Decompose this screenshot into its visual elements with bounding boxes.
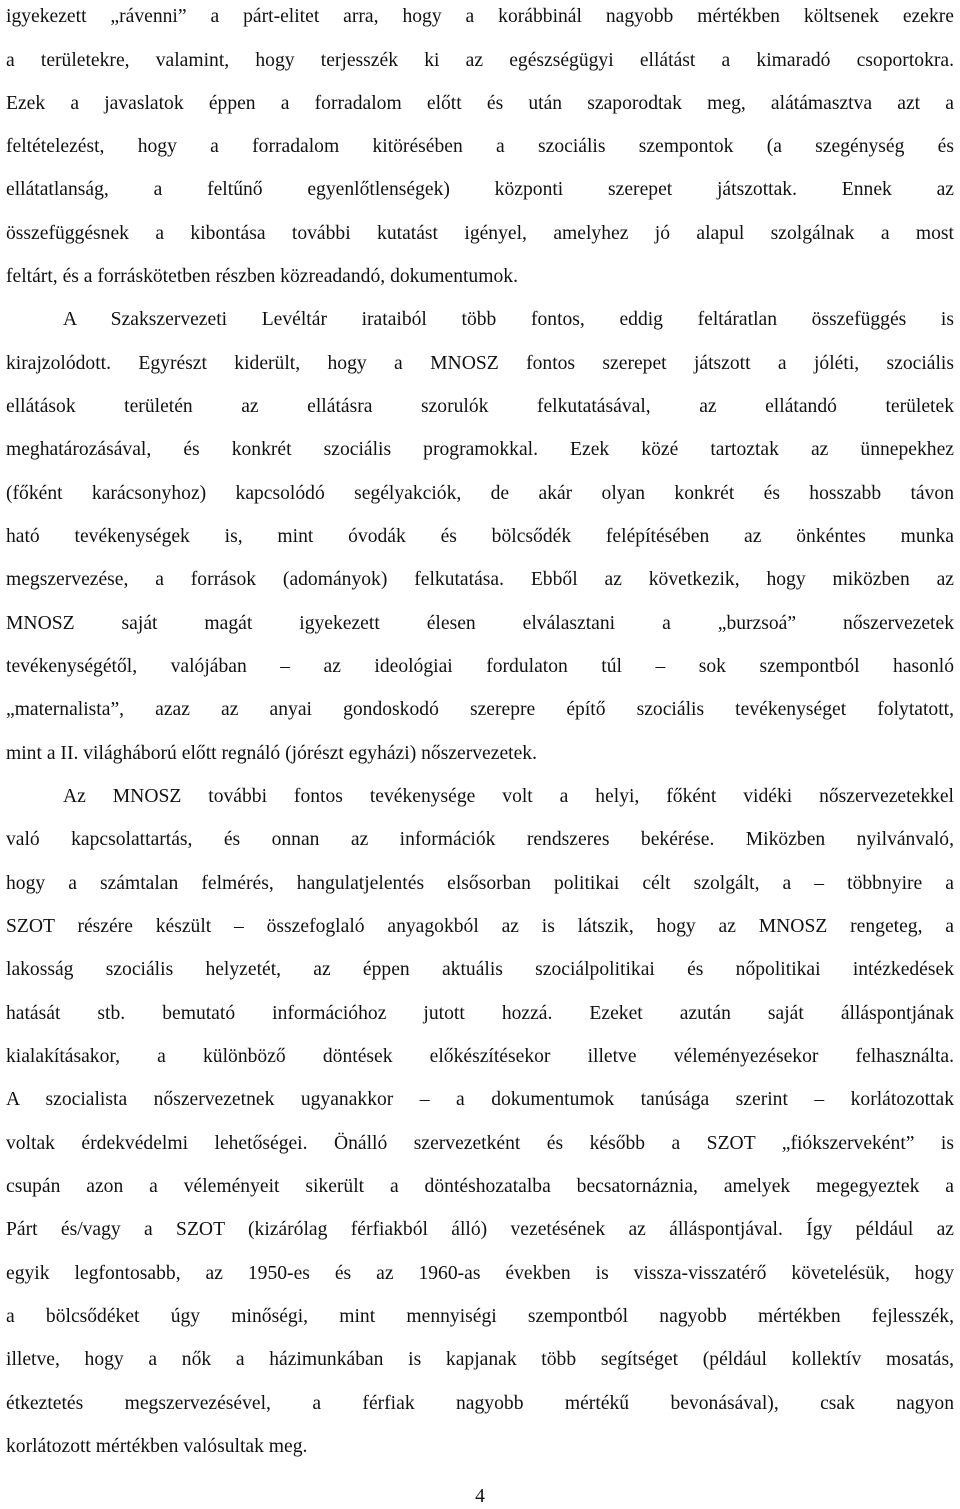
document-page <box>6 0 954 1509</box>
text-line: összefüggésnek a kibontása további kutatást igényel, amelyhez jó alapul szolgálnak a most <box>6 223 954 244</box>
text-line: egyik legfontosabb, az 1950-es és az 1960-as években is vissza-visszatérő követelésük, hogy <box>6 1263 954 1284</box>
text-line: Az MNOSZ további fontos tevékenysége volt a helyi, főként vidéki nőszervezetekkel <box>63 786 954 807</box>
text-line: kirajzolódott. Egyrészt kiderült, hogy a MNOSZ fontos szerepet játszott a jóléti, szociális <box>6 353 954 374</box>
text-line: ellátások területén az ellátásra szorulók felkutatásával, az ellátandó területek <box>6 396 954 417</box>
text-line: feltételezést, hogy a forradalom kitörésében a szociális szempontok (a szegénység és <box>6 136 954 157</box>
text-line: csupán azon a véleményeit sikerült a döntéshozatalba becsatornáznia, amelyek megegyeztek a <box>6 1176 954 1197</box>
text-line: ellátatlanság, a feltűnő egyenlőtlenségek) központi szerepet játszottak. Ennek az <box>6 179 954 200</box>
text-line: étkeztetés megszervezésével, a férfiak nagyobb mértékű bevonásával), csak nagyon <box>6 1393 954 1414</box>
text-line: tevékenységétől, valójában – az ideológiai fordulaton túl – sok szempontból hasonló <box>6 656 954 677</box>
text-line: „maternalista”, azaz az anyai gondoskodó szerepre építő szociális tevékenységet folytatott, <box>6 699 954 720</box>
page-number: 4 <box>475 1486 485 1507</box>
text-line: SZOT részére készült – összefoglaló anyagokból az is látszik, hogy az MNOSZ rengeteg, a <box>6 916 954 937</box>
text-line: hatását stb. bemutató információhoz jutott hozzá. Ezeket azután saját álláspontjának <box>6 1003 954 1024</box>
text-line: A Szakszervezeti Levéltár irataiból több fontos, eddig feltáratlan összefüggés is <box>63 309 954 330</box>
text-line: Ezek a javaslatok éppen a forradalom előtt és után szaporodtak meg, alátámasztva azt a <box>6 93 954 114</box>
text-line: a bölcsődéket úgy minőségi, mint mennyiségi szempontból nagyobb mértékben fejlesszék, <box>6 1306 954 1327</box>
text-line: feltárt, és a forráskötetben részben közreadandó, dokumentumok. <box>6 266 518 287</box>
text-line: (főként karácsonyhoz) kapcsolódó segélyakciók, de akár olyan konkrét és hosszabb távon <box>6 483 954 504</box>
text-line: hogy a számtalan felmérés, hangulatjelentés elsősorban politikai célt szolgált, a – többnyire a <box>6 873 954 894</box>
text-line: a területekre, valamint, hogy terjesszék ki az egészségügyi ellátást a kimaradó csoportokra. <box>6 50 954 71</box>
text-line: illetve, hogy a nők a házimunkában is kapjanak több segítséget (például kollektív mosatás, <box>6 1349 954 1370</box>
text-line: mint a II. világháború előtt regnáló (jórészt egyházi) nőszervezetek. <box>6 743 537 764</box>
text-line: Párt és/vagy a SZOT (kizárólag férfiakból álló) vezetésének az álláspontjával. Így például az <box>6 1219 954 1240</box>
text-line: MNOSZ saját magát igyekezett élesen elválasztani a „burzsoá” nőszervezetek <box>6 613 954 634</box>
text-line: voltak érdekvédelmi lehetőségei. Önálló szervezetként és később a SZOT „fiókszerveként” is <box>6 1133 954 1154</box>
text-line: A szocialista nőszervezetnek ugyanakkor – a dokumentumok tanúsága szerint – korlátozottak <box>6 1089 954 1110</box>
text-line: lakosság szociális helyzetét, az éppen aktuális szociálpolitikai és nőpolitikai intézkedések <box>6 959 954 980</box>
text-line: kialakításakor, a különböző döntések előkészítésekor illetve véleményezésekor felhasználta. <box>6 1046 954 1067</box>
text-line: meghatározásával, és konkrét szociális programokkal. Ezek közé tartoztak az ünnepekhez <box>6 439 954 460</box>
text-line: ható tevékenységek is, mint óvodák és bölcsődék felépítésében az önkéntes munka <box>6 526 954 547</box>
text-line: való kapcsolattartás, és onnan az információk rendszeres bekérése. Miközben nyilvánvaló, <box>6 829 954 850</box>
text-line: megszervezése, a források (adományok) felkutatása. Ebből az következik, hogy miközben az <box>6 569 954 590</box>
text-line: igyekezett „rávenni” a párt-elitet arra, hogy a korábbinál nagyobb mértékben költsenek ezekre <box>6 6 954 27</box>
text-line: korlátozott mértékben valósultak meg. <box>6 1436 308 1457</box>
